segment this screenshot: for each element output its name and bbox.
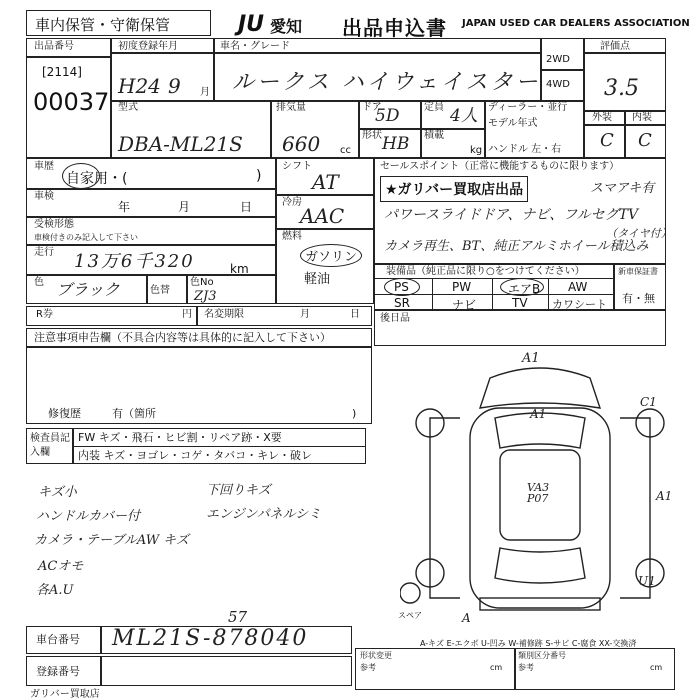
equip-pw: PW — [452, 280, 472, 294]
equip-ps-circle — [384, 278, 420, 296]
reg-label: 初度登録年月 — [118, 41, 178, 52]
fuel-value: ガソリン — [300, 244, 362, 267]
form-title: 出品申込書 — [342, 16, 447, 40]
door-label: ドア — [362, 102, 382, 113]
selling-point-line2: カメラ再生、BT、純正アルミホイール積込み — [384, 239, 649, 254]
score-value: 3.5 — [604, 76, 639, 101]
equip-ps: PS — [394, 280, 409, 294]
mileage-label: 走行 — [34, 247, 54, 258]
name-change-label: 名変期限 — [204, 309, 244, 320]
fuel-label: 燃料 — [282, 231, 302, 242]
assoc-name: JAPAN USED CAR DEALERS ASSOCIATION — [462, 18, 690, 29]
diagram-right-side — [620, 418, 650, 598]
color-code: ZJ3 — [194, 289, 217, 304]
class-number-label: 類別区分番号 — [518, 651, 566, 660]
cooler-value: AAC — [300, 204, 345, 228]
color-label-top: 色 — [34, 277, 44, 288]
inspector-label: 検査員記入欄 — [30, 433, 70, 458]
inspector-fw-row: FW キズ・飛石・ヒビ割・リペア跡・X要 — [78, 431, 282, 444]
equip-airbag-circle — [500, 278, 544, 296]
footer-partial: ガリバー買取店 — [30, 689, 100, 700]
reg-month-unit: 月 — [200, 87, 210, 98]
mileage-value: 13万6千320 — [74, 251, 195, 272]
selling-points-label: セールスポイント（正常に機能するものに限ります） — [380, 161, 620, 172]
r-ticket-label: R券 — [36, 309, 53, 320]
later-items-block — [374, 310, 666, 346]
repair-value: 有（箇所 — [112, 407, 156, 420]
model-value: DBA-ML21S — [118, 132, 243, 156]
fuel-alt: 軽油 — [304, 272, 331, 287]
dealer-label: ディーラー・並行 — [488, 102, 568, 113]
displacement-label: 排気量 — [276, 102, 306, 113]
warranty-label: 新車保証書 — [618, 267, 658, 276]
drive-4wd: 4WD — [546, 79, 570, 90]
history-label: 車歴 — [34, 161, 54, 172]
selling-point-line1: パワースライドドア、ナビ、フルセグTV — [384, 207, 639, 223]
equip-tv: TV — [512, 296, 528, 310]
drive-2wd: 2WD — [546, 54, 570, 65]
history-circle — [62, 163, 100, 189]
mark-roof: VA3 P07 — [527, 481, 550, 505]
load-label: 積載 — [424, 130, 444, 141]
r-ticket-block — [26, 306, 372, 326]
shape-change-label: 形状変更 — [360, 651, 392, 660]
capacity-value: 4人 — [450, 106, 478, 126]
org-name: 愛知 — [270, 17, 303, 36]
equipment-label: 装備品（純正品に限り○をつけてください） — [386, 266, 585, 277]
interior-grade: C — [638, 130, 652, 151]
inspector-interior-row: 内装 キズ・ヨゴレ・コゲ・タバコ・キレ・破レ — [78, 449, 313, 462]
color-code-label: 色No — [190, 277, 214, 288]
diagram-rear-window — [495, 548, 585, 583]
car-name-value: ルークス ハイウェイスター — [232, 70, 541, 95]
inspection-label: 車検 — [34, 191, 54, 202]
remark-4: ACオモ — [38, 559, 84, 574]
remark-5: 各A.U — [36, 583, 74, 598]
shape-value: HB — [382, 134, 410, 154]
mileage-unit: km — [230, 262, 249, 276]
handle-label: ハンドル 左・右 — [488, 144, 562, 155]
history-value: 自家用・( — [66, 171, 128, 187]
remark-1: キズ小 — [38, 485, 77, 500]
displacement-value: 660 — [282, 132, 321, 156]
lot-label: 出品番号 — [34, 41, 74, 52]
mark-front: A1 — [522, 351, 540, 366]
displacement-unit: cc — [340, 145, 351, 156]
shape-label: 形状 — [362, 130, 382, 141]
mark-rr: U1 — [638, 574, 656, 588]
cooler-label: 冷房 — [282, 197, 302, 208]
model-label: 型式 — [118, 102, 138, 113]
ju-logo: JU — [238, 12, 265, 37]
equip-airbag: エアB — [508, 282, 541, 296]
stamp-box — [26, 10, 211, 36]
mark-right: A1 — [656, 489, 673, 503]
remark-right-1: 下回りキズ — [206, 483, 271, 498]
remark-right-2: エンジンパネルシミ — [206, 507, 322, 522]
diagram-left-side — [430, 418, 460, 598]
reg-year: H24 — [118, 74, 161, 98]
gulliver-banner: ★ガリバー買取店出品 — [380, 176, 528, 202]
shift-label: シフト — [282, 161, 312, 172]
later-items-label: 後日品 — [380, 313, 410, 324]
color-swap-label: 色替 — [150, 285, 170, 296]
score-label: 評価点 — [600, 41, 630, 52]
model-year-label: モデル年式 — [488, 118, 538, 129]
selling-point-extra2: （タイヤ付） — [606, 227, 672, 240]
chassis-label: 車台番号 — [36, 633, 80, 646]
diagram-front — [480, 368, 600, 408]
color-value: ブラック — [56, 280, 120, 299]
selling-point-extra: スマアキ有 — [590, 181, 655, 196]
lot-sub-number: [2114] — [42, 65, 82, 79]
damage-legend: A-キズ E-エクボ U-凹み W-補修跡 S-サビ C-腐食 XX-交換済 — [420, 639, 637, 648]
diagram-body — [470, 408, 610, 608]
mark-hood: A1 — [530, 407, 547, 421]
chassis-value: ML21S-878040 — [112, 626, 309, 651]
mark-fr: C1 — [640, 395, 657, 409]
equip-navi: ナビ — [452, 298, 477, 312]
handover-label: 受検形態 — [34, 219, 74, 230]
car-name-label: 車名・グレード — [220, 41, 290, 52]
repair-label: 修復歴 — [48, 407, 81, 420]
storage-stamp: 車内保管・守衛保管 — [35, 16, 171, 34]
equip-sr: SR — [394, 296, 410, 310]
shift-value: AT — [312, 170, 339, 194]
registration-label: 登録番号 — [36, 665, 80, 678]
exterior-label: 外装 — [592, 112, 612, 123]
interior-label: 内装 — [632, 112, 652, 123]
exterior-grade: C — [600, 130, 614, 151]
lot-number: 00037 — [33, 88, 110, 116]
spare-label: スペア — [398, 611, 422, 620]
chassis-overwrite: 57 — [228, 608, 248, 626]
door-value: 5D — [375, 106, 400, 126]
warranty-options: 有・無 — [622, 292, 655, 305]
mark-rear: A — [462, 611, 471, 625]
diagram-spare — [400, 583, 420, 603]
equip-aw: AW — [568, 280, 588, 294]
equip-seat: カワシート — [552, 298, 607, 311]
remark-2: ハンドルカバー付 — [36, 509, 141, 524]
notes-label: 注意事項申告欄（不具合内容等は具体的に記入して下さい） — [34, 331, 331, 344]
capacity-label: 定員 — [424, 102, 444, 113]
remark-3: カメラ・テーブルAW キズ — [34, 533, 189, 548]
load-unit: kg — [470, 145, 483, 156]
reg-month: 9 — [168, 74, 181, 98]
